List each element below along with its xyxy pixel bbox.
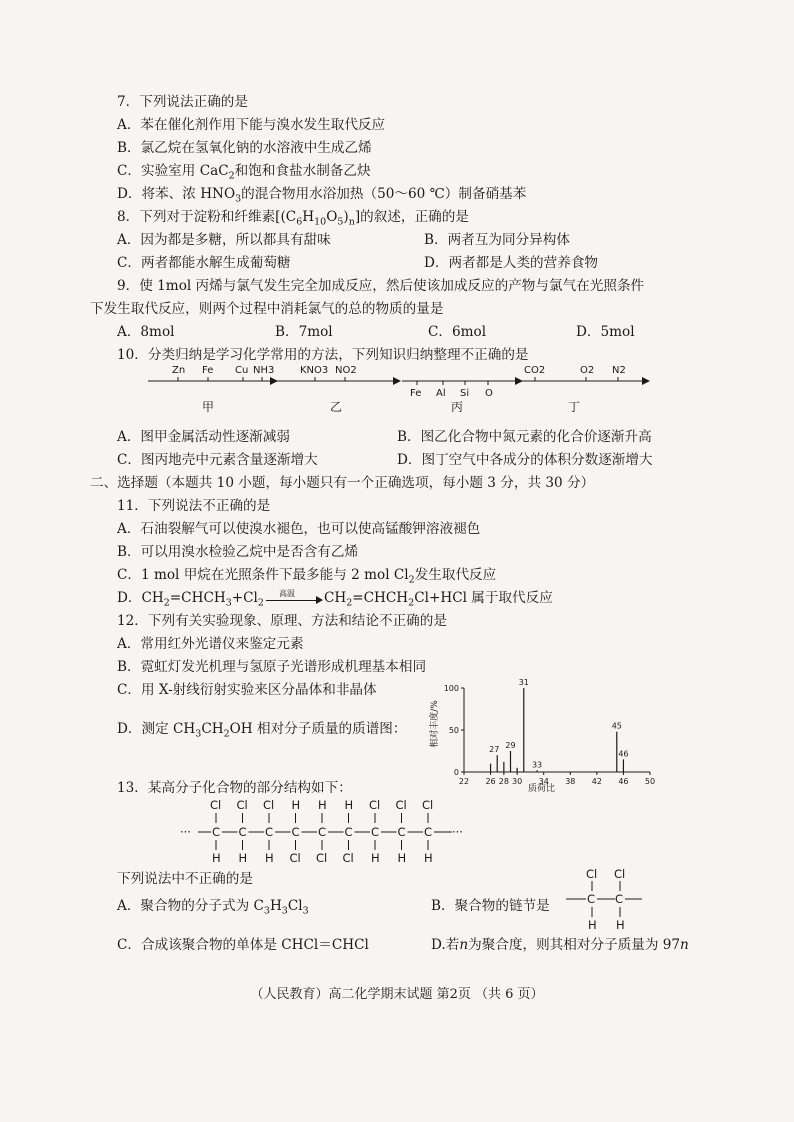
bottom-substituent: H: [424, 851, 433, 865]
axis-yi-label-no2: NO2: [335, 365, 357, 376]
axis-ding-label-o2: O2: [580, 365, 595, 376]
top-substituent: Cl: [210, 798, 222, 812]
axis-ding-label-co2: CO2: [524, 365, 546, 376]
chain-carbon: C: [318, 825, 327, 839]
unit-bottom-atom-1: H: [588, 918, 597, 932]
chain-carbon: C: [212, 825, 221, 839]
top-substituent: Cl: [236, 798, 248, 812]
q9-option-c: C．6mol: [428, 324, 487, 340]
mass-spectrum-chart: [428, 676, 658, 796]
x-tick-label: 30: [512, 777, 523, 786]
q12-option-a: A．常用红外光谱仪来鉴定元素: [117, 636, 304, 652]
top-substituent: H: [318, 798, 327, 812]
chain-carbon: C: [424, 825, 433, 839]
q12-option-d: D．测定 $CH_3CH_2OH$ 相对分子质量的质谱图：: [117, 721, 407, 740]
y-tick-label: 50: [448, 726, 459, 735]
q9-stem-line1: 9．使 1mol 丙烯与氯气发生完全加成反应，然后使该加成反应的产物与氯气在光照条件: [117, 278, 645, 294]
unit-chain-atom-1: C: [587, 892, 596, 906]
unit-top-atom-2: Cl: [614, 867, 626, 881]
axis-jia-label-zn: Zn: [172, 365, 186, 376]
q13-option-b: B．聚合物的链节是: [431, 898, 550, 914]
chart-xlabel: 质荷比: [528, 784, 556, 794]
q11-stem: 11．下列说法不正确的是: [117, 498, 271, 514]
q9-option-d: D．5mol: [576, 324, 635, 340]
q11-option-d: D．$CH_2=CHCH_3+Cl_2$ 高温 $CH_2=CHCH_2Cl+HCl$ 属于取代反应: [117, 589, 553, 613]
x-tick-label: 38: [565, 777, 576, 786]
page-footer: （人民教育）高二化学期末试题 第2页 （共 6 页）: [250, 987, 544, 1002]
y-tick-label: 100: [443, 684, 459, 693]
q11-option-b: B．可以用溴水检验乙烷中是否含有乙烯: [117, 544, 359, 560]
q12-stem: 12．下列有关实验现象、原理、方法和结论不正确的是: [117, 613, 447, 629]
q13-ask: 下列说法中不正确的是: [117, 871, 253, 887]
chain-carbon: C: [397, 825, 406, 839]
x-tick-label: 26: [485, 777, 496, 786]
q7-stem: 7．下列说法正确的是: [117, 94, 248, 110]
section-heading: 二、选择题（本题共 10 小题，每小题只有一个正确选项，每小题 3 分，共 30 分）: [90, 475, 595, 491]
bottom-substituent: Cl: [289, 851, 301, 865]
q12-option-b: B．霓虹灯发光机理与氢原子光谱形成机理基本相同: [117, 659, 427, 675]
axis-yi-label-kno3: KNO3: [300, 365, 329, 376]
bar-label: 46: [618, 749, 629, 759]
q9-stem-line2: 下发生取代反应，则两个过程中消耗氯气的总的物质的量是: [90, 301, 444, 317]
q7-option-d: D．将苯、浓 $HNO_3$的混合物用水浴加热（50～60 ℃）制备硝基苯: [117, 186, 527, 205]
chain-carbon: C: [291, 825, 300, 839]
q10-option-b: B．图乙化合物中氮元素的化合价逐渐升高: [397, 429, 652, 445]
x-tick-label: 28: [498, 777, 509, 786]
q8-option-b: B．两者互为同分异构体: [424, 232, 570, 248]
q7-option-a: A．苯在催化剂作用下能与溴水发生取代反应: [117, 117, 386, 133]
q11-option-c: C．1 mol 甲烷在光照条件下最多能与 2 mol $Cl_2$发生取代反应: [117, 567, 497, 586]
y-tick-label: 0: [453, 768, 459, 777]
q7-option-b: B．氯乙烷在氢氧化钠的水溶液中生成乙烯: [117, 140, 372, 156]
bottom-substituent: H: [265, 851, 274, 865]
axis-ding-name: 丁: [568, 400, 581, 414]
top-substituent: Cl: [422, 798, 434, 812]
axis-jia-name: 甲: [202, 400, 215, 414]
bar-label: 33: [531, 760, 543, 770]
chain-ellipsis-left: ···: [180, 825, 191, 839]
q13-option-d: D.若n为聚合度，则其相对分子质量为 97n: [431, 937, 689, 953]
q10-option-c: C．图丙地壳中元素含量逐渐增大: [117, 452, 318, 468]
chain-carbon: C: [238, 825, 247, 839]
bar-label: 27: [489, 745, 500, 755]
q8-stem: 8．下列对于淀粉和纤维素$[(C_6H_{10}O_5)_n]$的叙述，正确的是: [117, 209, 469, 228]
top-substituent: H: [291, 798, 301, 812]
q10-stem: 10．分类归纳是学习化学常用的方法，下列知识归纳整理不正确的是: [117, 347, 529, 363]
top-substituent: Cl: [369, 798, 381, 812]
q13-option-a: A．聚合物的分子式为 $C_3H_3Cl_3$: [117, 898, 309, 917]
unit-top-atom-1: Cl: [586, 867, 598, 881]
axis-bing-name: 丙: [451, 400, 464, 414]
chain-carbon: C: [371, 825, 380, 839]
bar-label: 45: [611, 721, 622, 731]
axis-bing-label-o: O: [485, 388, 493, 399]
reaction-arrow: [264, 588, 324, 606]
bottom-substituent: H: [371, 851, 380, 865]
unit-bottom-atom-2: H: [616, 918, 625, 932]
axis-yi-name: 乙: [330, 400, 343, 414]
top-substituent: Cl: [263, 798, 275, 812]
x-tick-label: 46: [618, 777, 629, 786]
x-tick-label: 34: [538, 777, 549, 786]
bottom-substituent: H: [238, 851, 248, 865]
q9-option-a: A．8mol: [117, 324, 175, 340]
axis-bing-label-al: Al: [436, 388, 446, 399]
q13-option-c: C．合成该聚合物的单体是 CHCl＝CHCl: [117, 937, 369, 953]
q8-option-a: A．因为都是多糖，所以都具有甜味: [117, 232, 331, 248]
axis-yi-label-nh3: NH3: [253, 365, 275, 376]
q10-option-a: A．图甲金属活动性逐渐减弱: [117, 429, 290, 445]
q8-option-d: D．两者都是人类的营养食物: [424, 255, 599, 271]
x-tick-label: 22: [458, 777, 470, 786]
reaction-condition: 高温: [278, 588, 295, 598]
unit-chain-atom-2: C: [615, 892, 624, 906]
chain-carbon: C: [344, 825, 353, 839]
bar-label: 31: [518, 678, 529, 687]
axis-jia-label-cu: Cu: [235, 365, 249, 376]
axis-jia-label-fe: Fe: [202, 365, 214, 376]
x-tick-label: 42: [591, 777, 602, 786]
q13-stem: 13．某高分子化合物的部分结构如下：: [117, 780, 352, 796]
bottom-substituent: H: [212, 851, 221, 865]
repeat-unit-structure: [562, 866, 644, 934]
q10-option-d: D．图丁空气中各成分的体积分数逐渐增大: [397, 452, 653, 468]
axis-bing-label-fe: Fe: [410, 388, 422, 399]
q9-option-b: B．7mol: [275, 324, 333, 340]
axis-bing-label-si: Si: [460, 388, 470, 399]
axis-ding-label-n2: N2: [612, 365, 626, 376]
q7-option-c: C．实验室用 CaC$_2$和饱和食盐水制备乙炔: [117, 163, 371, 182]
chain-carbon: C: [265, 825, 274, 839]
q11-option-a: A．石油裂解气可以使溴水褪色，也可以使高锰酸钾溶液褪色: [117, 521, 481, 537]
bottom-substituent: Cl: [342, 851, 354, 865]
bar-label: 29: [505, 741, 516, 750]
polymer-structure: [180, 796, 470, 868]
bottom-substituent: Cl: [316, 851, 328, 865]
q8-option-c: C．两者都能水解生成葡萄糖: [117, 255, 291, 271]
x-tick-label: 50: [644, 777, 656, 786]
q10-axes-figure: [110, 358, 670, 418]
chart-ylabel: 相对丰度/%: [430, 700, 440, 748]
chain-ellipsis-right: ···: [452, 825, 463, 839]
bottom-substituent: H: [397, 851, 407, 865]
q12-option-c: C．用 X-射线衍射实验来区分晶体和非晶体: [117, 682, 377, 698]
top-substituent: H: [344, 798, 354, 812]
top-substituent: Cl: [395, 798, 407, 812]
